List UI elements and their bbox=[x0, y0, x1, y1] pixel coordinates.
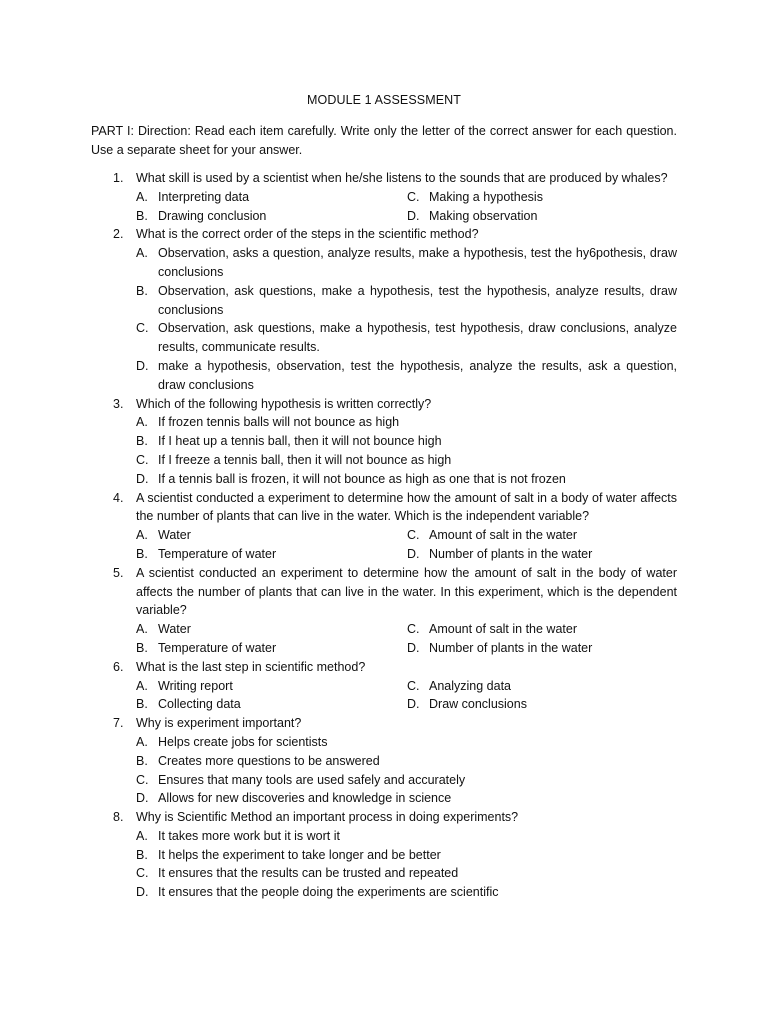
answer-options bbox=[136, 413, 677, 488]
answer-option bbox=[407, 526, 677, 545]
question-text: A scientist conducted an experiment to determine how the amount of salt in the body of water affects the number of plants that can live in the water. In this experiment, which is the dependent variable? bbox=[136, 565, 677, 618]
answer-option bbox=[136, 620, 407, 639]
option-text: Drawing conclusion bbox=[158, 208, 267, 223]
question-item bbox=[0, 658, 768, 714]
option-letter: D. bbox=[407, 640, 420, 655]
option-text: Observation, ask questions, make a hypothesis, test hypothesis, draw conclusions, analyze results, communicate results. bbox=[158, 321, 677, 355]
question-text: What is the correct order of the steps in the scientific method? bbox=[136, 227, 479, 242]
option-letter: D. bbox=[136, 471, 149, 486]
answer-option bbox=[136, 470, 677, 489]
answer-option bbox=[136, 545, 407, 564]
option-text: Creates more questions to be answered bbox=[158, 753, 380, 768]
option-letter: A. bbox=[136, 415, 148, 430]
answer-option bbox=[136, 188, 407, 207]
option-letter: A. bbox=[136, 734, 148, 749]
option-letter: C. bbox=[136, 772, 149, 787]
option-letter: A. bbox=[136, 189, 148, 204]
option-letter: C. bbox=[407, 622, 420, 637]
answer-options bbox=[136, 244, 677, 394]
question-number: 3. bbox=[113, 396, 124, 411]
question-item bbox=[0, 169, 768, 225]
answer-option bbox=[136, 639, 407, 658]
answer-option bbox=[136, 752, 677, 771]
question-number: 2. bbox=[113, 227, 124, 242]
question-number: 1. bbox=[113, 171, 124, 185]
answer-option bbox=[136, 846, 677, 865]
option-letter: B. bbox=[136, 640, 148, 655]
answer-option bbox=[407, 188, 677, 207]
page-title: MODULE 1 ASSESSMENT bbox=[306, 93, 462, 107]
answer-option bbox=[136, 733, 677, 752]
option-text: It ensures that the people doing the experiments are scientific bbox=[158, 885, 499, 900]
option-letter: B. bbox=[136, 283, 148, 298]
option-text: Analyzing data bbox=[429, 678, 512, 693]
option-text: Number of plants in the water bbox=[429, 546, 593, 561]
option-text: It ensures that the results can be trusted and repeated bbox=[158, 866, 459, 881]
answer-option bbox=[136, 413, 677, 432]
question-number: 7. bbox=[113, 716, 124, 731]
answer-option bbox=[136, 319, 677, 357]
answer-option bbox=[136, 864, 677, 883]
option-letter: D. bbox=[136, 358, 149, 373]
answer-option bbox=[136, 883, 677, 902]
option-text: Observation, asks a question, analyze results, make a hypothesis, test the hy6pothesis, draw conclusions bbox=[158, 246, 677, 279]
answer-option bbox=[136, 526, 407, 545]
answer-options bbox=[136, 526, 768, 564]
option-text: Water bbox=[158, 528, 191, 543]
question-text: A scientist conducted a experiment to determine how the amount of salt in a body of water affects the number of plants that can live in the water. Which is the independent variable? bbox=[136, 490, 677, 524]
option-letter: A. bbox=[136, 828, 148, 843]
option-text: If a tennis ball is frozen, it will not bounce as high as one that is not frozen bbox=[158, 471, 566, 486]
answer-option bbox=[136, 789, 677, 808]
question-text: Why is Scientific Method an important process in doing experiments? bbox=[136, 810, 519, 825]
question-list bbox=[0, 169, 768, 902]
option-text: If I heat up a tennis ball, then it will not bounce high bbox=[158, 434, 442, 449]
option-text: Amount of salt in the water bbox=[429, 622, 577, 637]
option-letter: B. bbox=[136, 434, 148, 449]
option-text: Draw conclusions bbox=[429, 697, 527, 712]
option-letter: B. bbox=[136, 546, 148, 561]
option-letter: D. bbox=[407, 697, 420, 712]
option-text: Collecting data bbox=[158, 697, 241, 712]
option-text: Number of plants in the water bbox=[429, 640, 593, 655]
option-text: Temperature of water bbox=[158, 640, 277, 655]
option-letter: C. bbox=[136, 866, 149, 881]
option-letter: C. bbox=[407, 189, 420, 204]
option-text: Amount of salt in the water bbox=[429, 528, 577, 543]
option-text: If I freeze a tennis ball, then it will not bounce as high bbox=[158, 452, 452, 467]
question-text: Why is experiment important? bbox=[136, 716, 302, 731]
answer-option bbox=[407, 620, 677, 639]
answer-option bbox=[136, 432, 677, 451]
option-text: Temperature of water bbox=[158, 546, 277, 561]
answer-option bbox=[407, 639, 677, 658]
option-text: Ensures that many tools are used safely and accurately bbox=[158, 772, 466, 787]
answer-options bbox=[136, 733, 677, 808]
answer-option bbox=[136, 282, 677, 320]
option-text: Observation, ask questions, make a hypothesis, test the hypothesis, analyze results, draw conclusions bbox=[158, 283, 677, 317]
answer-option bbox=[407, 695, 677, 714]
option-text: Making a hypothesis bbox=[429, 189, 543, 204]
option-letter: D. bbox=[407, 208, 420, 223]
question-text: Which of the following hypothesis is written correctly? bbox=[136, 396, 432, 411]
question-text: What is the last step in scientific method? bbox=[136, 659, 366, 674]
option-letter: A. bbox=[136, 678, 148, 693]
question-text: What skill is used by a scientist when he/she listens to the sounds that are produced by whales? bbox=[136, 171, 668, 185]
option-text: Interpreting data bbox=[158, 189, 250, 204]
answer-option bbox=[407, 207, 677, 226]
answer-option bbox=[136, 827, 677, 846]
answer-options bbox=[136, 827, 677, 902]
answer-option bbox=[136, 244, 677, 282]
answer-options bbox=[136, 677, 768, 715]
option-letter: C. bbox=[407, 528, 420, 543]
answer-option bbox=[136, 357, 677, 395]
question-item bbox=[0, 564, 768, 658]
option-text: It helps the experiment to take longer and be better bbox=[158, 847, 441, 862]
option-text: It takes more work but it is wort it bbox=[158, 828, 340, 843]
option-letter: C. bbox=[136, 452, 149, 467]
option-letter: C. bbox=[136, 321, 149, 336]
answer-options bbox=[136, 188, 768, 226]
option-letter: A. bbox=[136, 246, 148, 261]
option-letter: D. bbox=[407, 546, 420, 561]
option-text: make a hypothesis, observation, test the hypothesis, analyze the results, ask a question, draw conclusions bbox=[158, 358, 677, 392]
question-number: 6. bbox=[113, 659, 124, 674]
answer-option bbox=[136, 695, 407, 714]
option-letter: A. bbox=[136, 622, 148, 637]
answer-options bbox=[136, 620, 768, 658]
option-letter: B. bbox=[136, 847, 148, 862]
question-item bbox=[0, 714, 768, 808]
answer-option bbox=[136, 771, 677, 790]
question-item bbox=[0, 225, 768, 394]
question-number: 5. bbox=[113, 565, 124, 580]
option-letter: D. bbox=[136, 885, 149, 900]
option-letter: A. bbox=[136, 528, 148, 543]
question-item bbox=[0, 395, 768, 489]
answer-option bbox=[407, 545, 677, 564]
directions-paragraph: PART I: Direction: Read each item carefully. Write only the letter of the correct answer for each question. Use a separate sheet for your answer. bbox=[91, 124, 677, 157]
question-number: 8. bbox=[113, 810, 124, 825]
option-letter: C. bbox=[407, 678, 420, 693]
question-item bbox=[0, 808, 768, 902]
option-text: Making observation bbox=[429, 208, 538, 223]
option-text: If frozen tennis balls will not bounce as high bbox=[158, 415, 400, 430]
option-letter: B. bbox=[136, 697, 148, 712]
option-text: Allows for new discoveries and knowledge in science bbox=[158, 791, 452, 806]
question-item bbox=[0, 489, 768, 564]
answer-option bbox=[136, 207, 407, 226]
option-text: Water bbox=[158, 622, 191, 637]
answer-option bbox=[407, 677, 677, 696]
answer-option bbox=[136, 677, 407, 696]
option-letter: B. bbox=[136, 208, 148, 223]
option-text: Helps create jobs for scientists bbox=[158, 734, 328, 749]
answer-option bbox=[136, 451, 677, 470]
option-letter: B. bbox=[136, 753, 148, 768]
option-text: Writing report bbox=[158, 678, 233, 693]
option-letter: D. bbox=[136, 791, 149, 806]
question-number: 4. bbox=[113, 490, 124, 505]
